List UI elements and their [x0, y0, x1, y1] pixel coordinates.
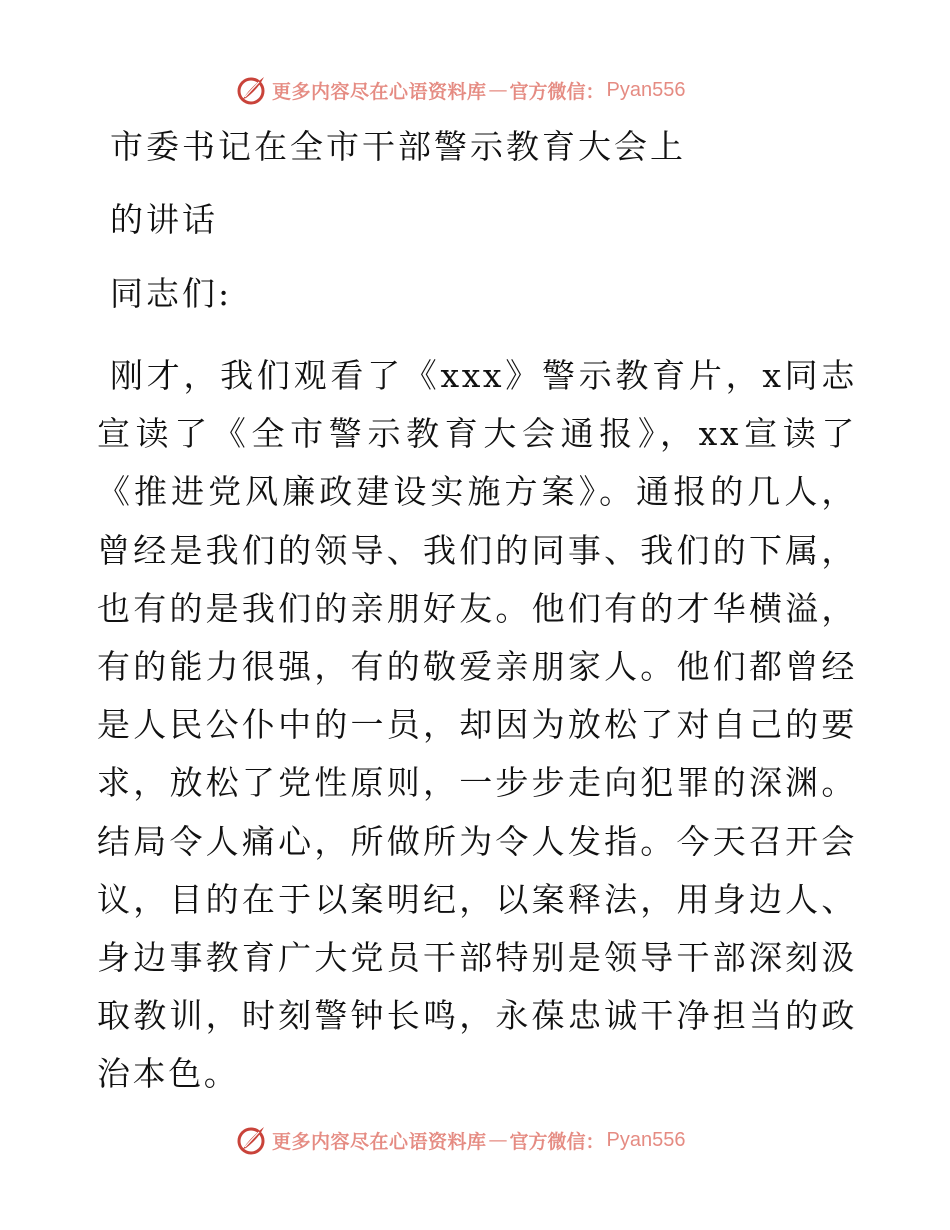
- feather-circle-logo-icon: [234, 73, 268, 107]
- watermark-handle: Pyan556: [606, 1128, 686, 1151]
- document-title-line-1: 市委书记在全市干部警示教育大会上: [110, 127, 686, 166]
- watermark-official-label: 官方微信：: [509, 1130, 605, 1153]
- footer-watermark: [234, 1122, 686, 1158]
- watermark-separator: —: [488, 79, 508, 101]
- header-watermark: [234, 72, 686, 108]
- document-greeting: 同志们:: [110, 274, 233, 313]
- watermark-handle: Pyan556: [606, 78, 686, 101]
- feather-circle-logo-icon: [234, 1123, 268, 1157]
- document-title-line-2: 的讲话: [110, 200, 218, 239]
- watermark-site-text: 更多内容尽在心语资料库: [272, 80, 487, 103]
- watermark-official-label: 官方微信：: [509, 80, 605, 103]
- watermark-separator: —: [488, 1129, 508, 1151]
- document-paragraph: 刚才，我们观看了《xxx》警示教育片，x同志宣读了《全市警示教育大会通报》，xx宣读了《推进党风廉政建设实施方案》。通报的几人，曾经是我们的领导、我们的同事、我们的下属，也有的是我们的亲朋好友。他们有的才华横溢，有的能力很强，有的敬爱亲朋家人。他们都曾经是人民公仆中的一员，却因为放松了对自己的要求，放松了党性原则，一步步走向犯罪的深渊。结局令人痛心，所做所为令人发指。今天召开会议，目的在于以案明纪，以案释法，用身边人、身边事教育广大党员干部特别是领导干部深刻汲取教训，时刻警钟长鸣，永葆忠诚干净担当的政治本色。: [97, 356, 857, 1094]
- watermark-site-text: 更多内容尽在心语资料库: [272, 1130, 487, 1153]
